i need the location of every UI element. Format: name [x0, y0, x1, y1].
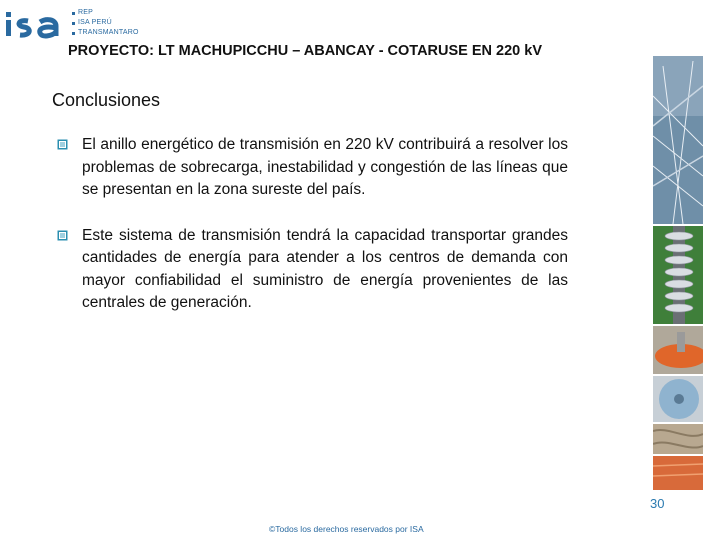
bullet-text: Este sistema de transmisión tendrá la capacidad transportar grandes cantidades de energía para atender a los centros de demanda con mayor confiabilidad el suministro de energía provenientes de las centrales de generación.	[82, 226, 568, 311]
logo-company-list	[72, 8, 139, 38]
footer-copyright: ©Todos los derechos reservados por ISA	[269, 524, 424, 534]
slide-title: PROYECTO: LT MACHUPICCHU – ABANCAY - COTARUSE EN 220 kV	[68, 43, 543, 59]
checkbox-bullet-icon	[57, 139, 68, 150]
isa-logo	[4, 6, 164, 42]
section-heading: Conclusiones	[52, 90, 161, 110]
side-photo-strip	[653, 56, 703, 490]
checkbox-bullet-icon	[57, 230, 68, 241]
logo-item: TRANSMANTARO	[72, 28, 139, 38]
bullet-text: El anillo energético de transmisión en 220 kV contribuirá a resolver los problemas de sobrecarga, inestabilidad y congestión de las líneas que se presentan en la zona sureste del país.	[82, 136, 568, 198]
page-number: 30	[650, 496, 665, 511]
bullet-item	[56, 134, 568, 202]
logo-item: ISA PERÚ	[72, 18, 139, 28]
isa-logo-mark	[4, 8, 64, 40]
bullet-item	[56, 225, 568, 315]
bullet-list	[56, 134, 568, 338]
logo-item: REP	[72, 8, 139, 18]
